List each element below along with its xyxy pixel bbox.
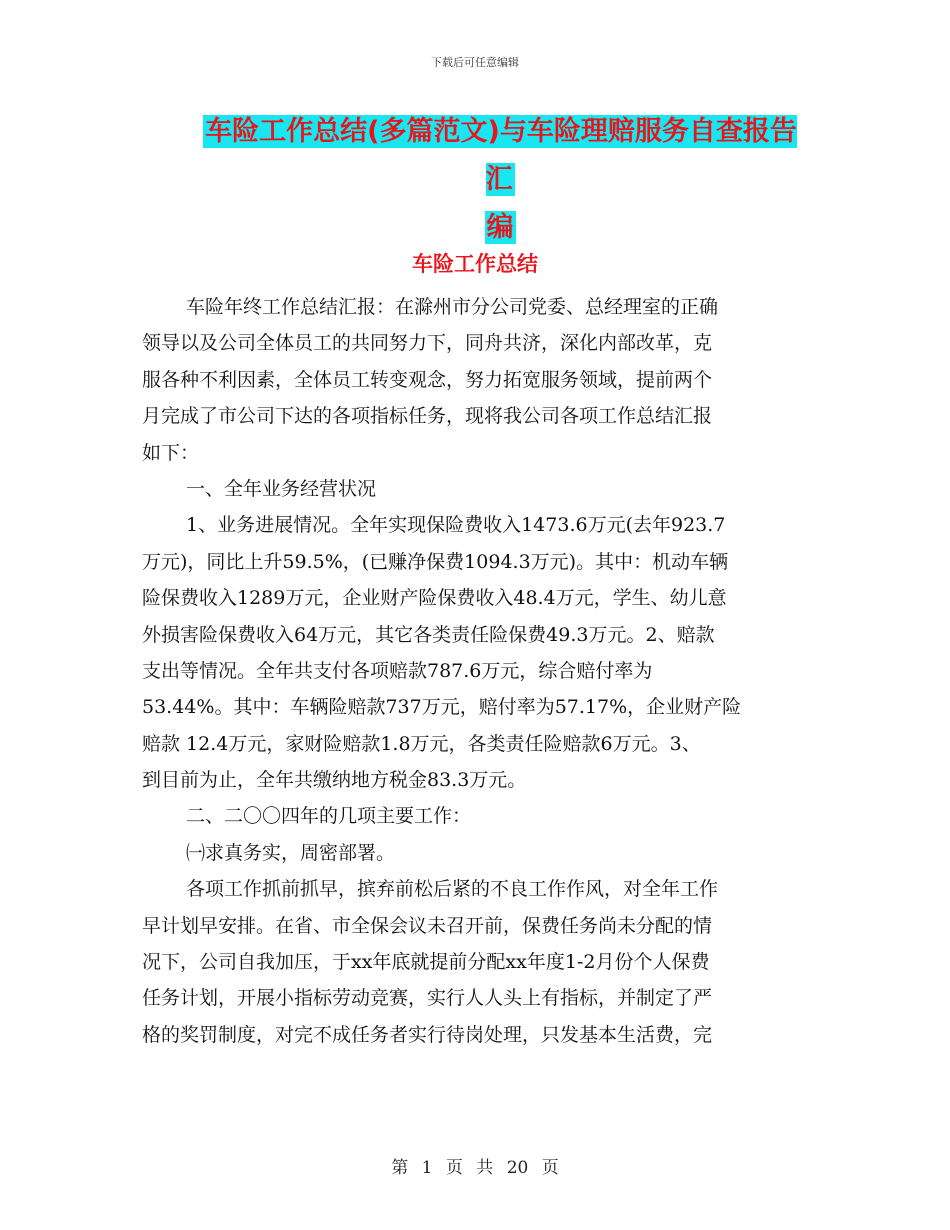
page-footer (0, 1153, 950, 1178)
text-line: 车险年终工作总结汇报：在滁州市分公司党委、总经理室的正确 (186, 296, 719, 318)
text-line: 领导以及公司全体员工的共同努力下，同舟共济，深化内部改革，克 (142, 332, 713, 355)
footer-page-word: 页 (445, 1158, 463, 1178)
text-line: 各项工作抓前抓早，摈弃前松后紧的不良工作作风，对全年工作 (186, 878, 719, 901)
text-line: 险保费收入1289万元，企业财产险保费收入48.4万元，学生、幼儿意 (142, 587, 727, 610)
text-line: 如下： (142, 441, 200, 464)
title-line-2: 编 (486, 212, 514, 243)
text-line: ㈠求真务实，周密部署。 (186, 841, 396, 864)
section-title: 车险工作总结 (412, 252, 538, 276)
text-line: 1、业务进展情况。全年实现保险费收入1473.6万元(去年923.7 (186, 514, 726, 537)
text-line: 赔款 12.4万元，家财险赔款1.8万元，各类责任险赔款6万元。3、 (142, 732, 701, 755)
text-line: 支出等情况。全年共支付各项赔款787.6万元，综合赔付率为 (142, 659, 653, 682)
text-line: 一、全年业务经营状况 (186, 477, 377, 500)
text-line: 格的奖罚制度，对完不成任务者实行待岗处理，只发基本生活费，完 (142, 1023, 713, 1046)
current-page-number: 1 (421, 1158, 433, 1178)
text-line: 53.44%。其中：车辆险赔款737万元，赔付率为57.17%，企业财产险 (142, 696, 742, 719)
footer-total-word: 共 (476, 1158, 494, 1178)
text-line: 到目前为止，全年共缴纳地方税金83.3万元。 (142, 769, 527, 792)
total-page-number: 20 (506, 1158, 529, 1178)
text-line: 二、二〇〇四年的几项主要工作： (186, 805, 472, 828)
header-note: 下载后可任意编辑 (431, 56, 519, 69)
text-line: 任务计划，开展小指标劳动竞赛，实行人人头上有指标，并制定了严 (142, 987, 713, 1010)
text-line: 万元)，同比上升59.5%，(已赚净保费1094.3万元)。其中：机动车辆 (142, 550, 729, 573)
text-line: 月完成了市公司下达的各项指标任务，现将我公司各项工作总结汇报 (142, 405, 713, 428)
title-line-1: 车险工作总结(多篇范文)与车险理赔服务自查报告汇 (205, 116, 797, 195)
footer-page-word-2: 页 (541, 1158, 559, 1178)
text-line: 早计划早安排。在省、市全保会议未召开前，保费任务尚未分配的情 (142, 914, 713, 937)
footer-prefix: 第 (391, 1158, 409, 1178)
body-text (142, 289, 806, 1053)
text-line: 服各种不利因素，全体员工转变观念，努力拓宽服务领域，提前两个 (142, 368, 713, 391)
document-title (190, 108, 810, 252)
text-line: 外损害险保费收入64万元，其它各类责任险保费49.3万元。2、赔款 (142, 623, 715, 646)
text-line: 况下，公司自我加压，于xx年底就提前分配xx年度1-2月份个人保费 (142, 951, 710, 974)
